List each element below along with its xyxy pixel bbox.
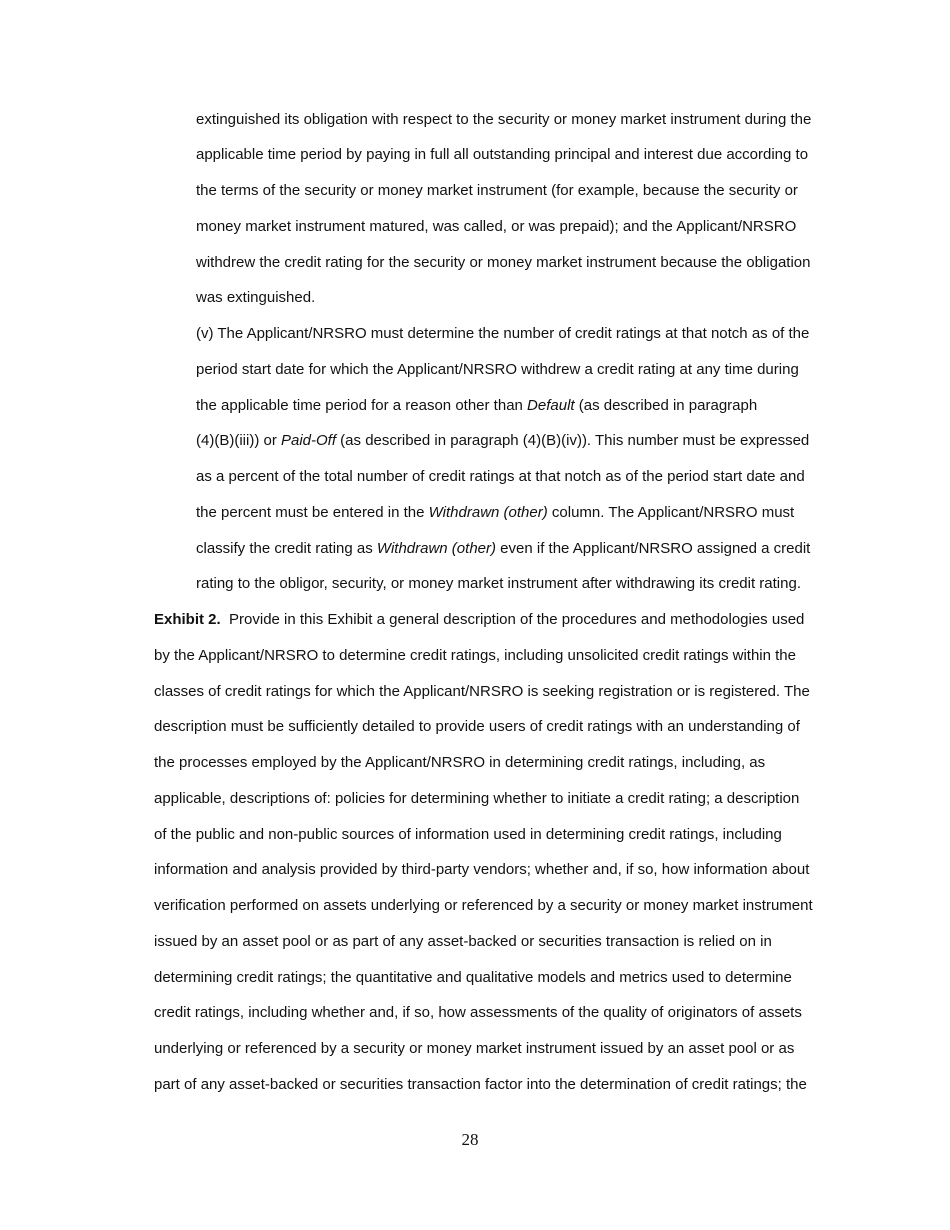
text-line: period start date for which the Applicant/NRSRO withdrew a credit rating at any time during [196, 361, 799, 378]
text-run: (4)(B)(iii)) or [196, 432, 281, 449]
page-number: 28 [461, 1130, 479, 1149]
text-line: was extinguished. [196, 289, 316, 306]
text-line: by the Applicant/NRSRO to determine credit ratings, including unsolicited credit ratings within the [154, 647, 796, 664]
text-line: money market instrument matured, was called, or was prepaid); and the Applicant/NRSRO [196, 218, 797, 235]
text-line: information and analysis provided by third-party vendors; whether and, if so, how information about [154, 861, 810, 878]
text-line: underlying or referenced by a security or money market instrument issued by an asset pool or as [154, 1040, 795, 1057]
text-line: part of any asset-backed or securities transaction factor into the determination of credit ratings; the [154, 1076, 807, 1093]
italic-term: Default [527, 397, 575, 414]
text-line: credit ratings, including whether and, if so, how assessments of the quality of originators of assets [154, 1004, 802, 1021]
text-line: the processes employed by the Applicant/NRSRO in determining credit ratings, including, as [154, 754, 766, 771]
text-line: of the public and non-public sources of information used in determining credit ratings, including [154, 826, 782, 843]
text-line: classes of credit ratings for which the Applicant/NRSRO is seeking registration or is registered. The [154, 683, 810, 700]
text-line: extinguished its obligation with respect to the security or money market instrument during the [196, 111, 812, 128]
text-run: column. The Applicant/NRSRO must [547, 504, 795, 521]
text-line: applicable, descriptions of: policies for determining whether to initiate a credit rating; a description [154, 790, 800, 807]
text-run: the applicable time period for a reason other than [196, 397, 528, 414]
text-run: the percent must be entered in the [196, 504, 429, 521]
text-line: (v) The Applicant/NRSRO must determine the number of credit ratings at that notch as of the [196, 325, 810, 342]
italic-term: Withdrawn (other) [428, 504, 548, 521]
text-line [196, 396, 757, 416]
text-line [196, 431, 809, 451]
text-line: issued by an asset pool or as part of any asset-backed or securities transaction is relied on in [154, 933, 772, 950]
text-line: the terms of the security or money market instrument (for example, because the security or [196, 182, 798, 199]
text-run: classify the credit rating as [196, 540, 377, 557]
exhibit-label: Exhibit 2. [154, 611, 221, 628]
text-run: (as described in paragraph [574, 397, 758, 414]
text-line: rating to the obligor, security, or money market instrument after withdrawing its credit rating. [196, 575, 801, 592]
italic-term: Withdrawn (other) [376, 540, 496, 557]
exhibit-heading-line [154, 610, 804, 630]
text-run: Provide in this Exhibit a general description of the procedures and methodologies used [220, 611, 805, 628]
text-run: (as described in paragraph (4)(B)(iv)). This number must be expressed [336, 432, 810, 449]
text-line: withdrew the credit rating for the security or money market instrument because the obligation [196, 254, 811, 271]
text-line: determining credit ratings; the quantitative and qualitative models and metrics used to determine [154, 969, 792, 986]
text-line: description must be sufficiently detailed to provide users of credit ratings with an understanding of [154, 718, 800, 735]
text-line [196, 539, 810, 559]
italic-term: Paid-Off [280, 432, 337, 449]
text-line [196, 503, 794, 523]
text-line: as a percent of the total number of credit ratings at that notch as of the period start date and [196, 468, 805, 485]
text-line: applicable time period by paying in full all outstanding principal and interest due according to [196, 146, 809, 163]
text-run: even if the Applicant/NRSRO assigned a credit [496, 540, 811, 557]
text-line: verification performed on assets underlying or referenced by a security or money market instrument [154, 897, 813, 914]
